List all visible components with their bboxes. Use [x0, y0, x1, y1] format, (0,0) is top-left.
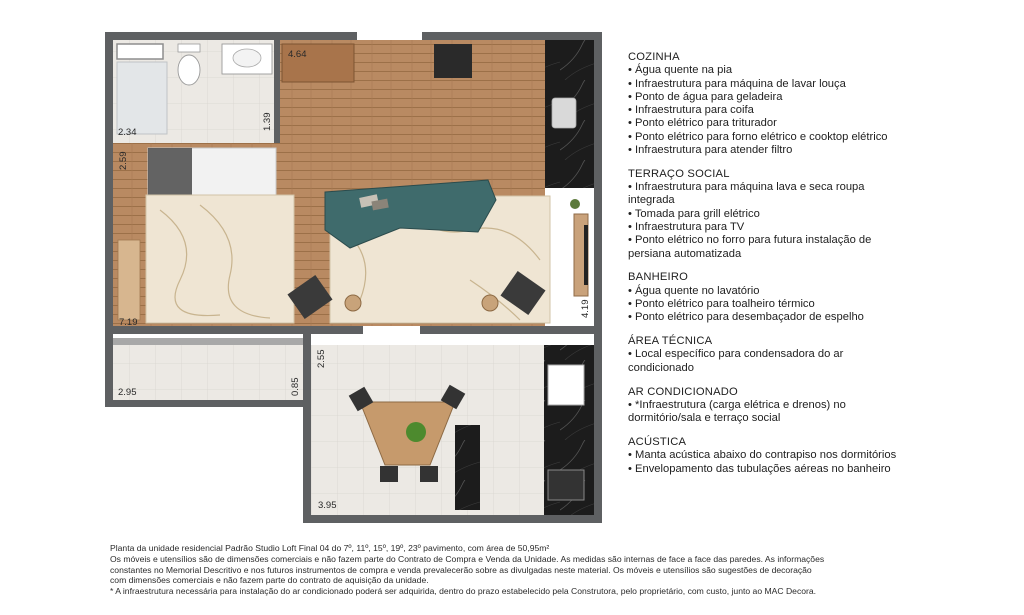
legend-section [628, 51, 948, 157]
legend-item: • Manta acústica abaixo do contrapiso nos dormitórios [628, 449, 897, 462]
legend-item: • Local específico para condensadora do ar condicionado [628, 348, 844, 374]
rug-left [146, 195, 294, 323]
dim-bedroom-depth: 2.59 [118, 151, 129, 170]
footnote-line: * A infraestrutura necessária para instalação do ar condicionado poderá ser adquirida, dentro do prazo estabelecido pela Construtora, pelo proprietário, com custo, junto ao MAC Decora. [110, 586, 817, 597]
legend-item: • Água quente no lavatório [628, 284, 760, 297]
legend-item: • Infraestrutura para máquina de lavar louça [628, 77, 846, 90]
legend-section [628, 168, 948, 261]
dim-service-width: 2.95 [118, 387, 137, 398]
dim-terrace-depth: 2.55 [316, 349, 327, 368]
dim-living-depth: 4.19 [580, 299, 591, 318]
legend-item: • Tomada para grill elétrico [628, 207, 760, 220]
legend-item: • Ponto de água para geladeira [628, 90, 783, 103]
legend-item: • Água quente na pia [628, 64, 733, 77]
features-legend [628, 51, 948, 486]
legend-item: • Infraestrutura para atender filtro [628, 144, 793, 157]
legend-section-title: COZINHA [628, 51, 680, 63]
dim-kitchen-top: 4.64 [288, 49, 307, 60]
dim-terrace-width: 3.95 [318, 500, 337, 511]
legend-section-title: AR CONDICIONADO [628, 385, 738, 398]
legend-item: • *Infraestrutura (carga elétrica e drenos) no dormitório/sala e terraço social [628, 398, 846, 425]
footnote-line: com dimensões comerciais e não fazem parte do contrato de aquisição da unidade. [110, 575, 429, 586]
side-table-left [345, 295, 361, 311]
legend-item: • Ponto elétrico para forno elétrico e cooktop elétrico [628, 130, 888, 143]
legend-item: • Ponto elétrico para desembaçador de espelho [628, 311, 864, 324]
legend-item: • Envelopamento das tubulações aéreas no banheiro [628, 462, 891, 475]
dim-service-depth: 0.85 [290, 377, 301, 396]
service-area [113, 345, 303, 404]
legend-section-title: TERRAÇO SOCIAL [628, 167, 730, 180]
legend-item: • Ponto elétrico para toalheiro térmico [628, 298, 815, 311]
footnote-line: Os móveis e utensílios são de dimensões comerciais e não fazem parte do Contrato de Compra e Venda da Unidade. As medidas são internas de face a face das paredes. As informações [110, 553, 825, 564]
footnote [110, 543, 940, 597]
footnote-line: Planta da unidade residencial Padrão Studio Loft Final 04 do 7º, 11º, 15º, 19º, 23º pavimento, com área de 50,95m² [110, 543, 550, 553]
dim-bath-depth: 1.39 [262, 112, 273, 131]
legend-section-title: ÁREA TÉCNICA [628, 335, 713, 348]
legend-section [628, 386, 948, 426]
legend-item: • Infraestrutura para máquina lava e seca roupa integrada [628, 181, 865, 207]
dim-bath-width: 2.34 [118, 127, 137, 138]
legend-section [628, 335, 948, 375]
legend-item: • Infraestrutura para TV [628, 221, 745, 234]
side-table-right [482, 295, 498, 311]
dim-bedroom-width: 7.19 [119, 317, 138, 328]
footnote-line: constantes no Memorial Descritivo e nos futuros instrumentos de compra e venda prevalecerão sobre as divulgadas neste material. Os móveis e utensílios são sugestões de decoração [110, 564, 812, 575]
legend-item: • Infraestrutura para coifa [628, 104, 754, 117]
bathroom [113, 40, 280, 143]
terrace [311, 345, 594, 515]
legend-section-title: ACÚSTICA [628, 435, 687, 448]
legend-section-title: BANHEIRO [628, 271, 689, 284]
legend-item: • Ponto elétrico no forro para futura instalação de persiana automatizada [628, 234, 872, 260]
legend-item: • Ponto elétrico para triturador [628, 117, 777, 130]
legend-section [628, 271, 948, 324]
legend-section [628, 436, 948, 476]
